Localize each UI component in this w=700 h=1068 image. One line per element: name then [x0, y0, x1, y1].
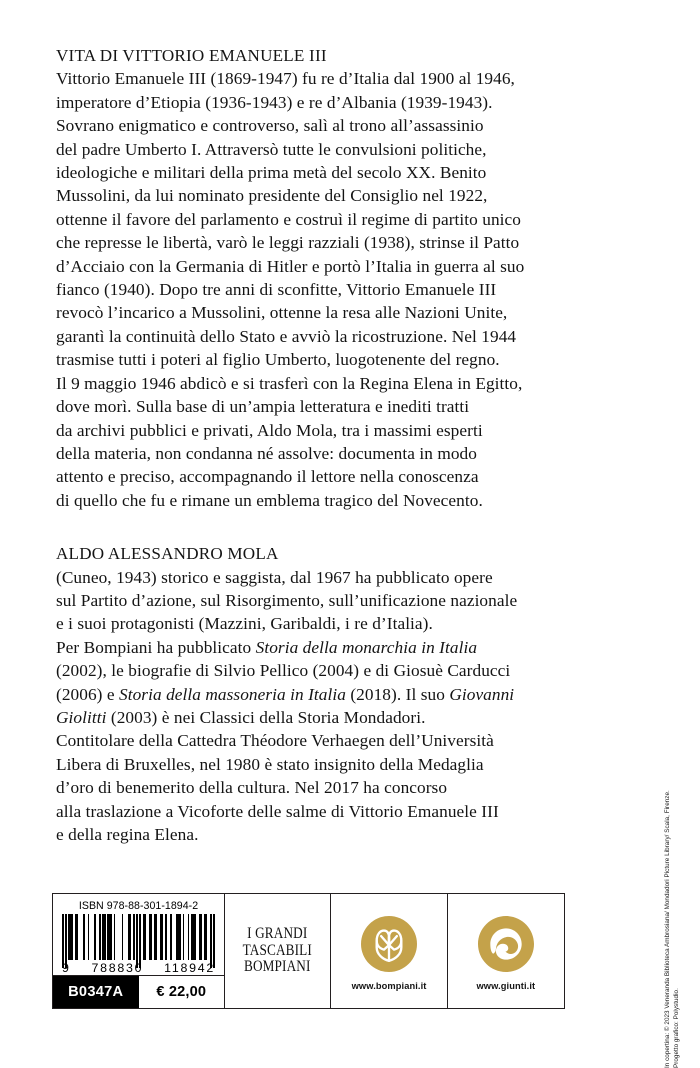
barcode-digit-left: 9 — [62, 961, 71, 975]
imprint-name — [243, 926, 312, 976]
price-label: € 22,00 — [156, 984, 207, 1000]
code-price-row — [53, 975, 224, 1008]
credit-line-2: Progetto grafico: Polystudio. — [672, 988, 680, 1068]
author-bio-paragraph: (Cuneo, 1943) storico e saggista, dal 1967 ha pubblicato opere sul Partito d’azione, sul Risorgimento, sull’unificazione nazionale e i suoi protagonisti (Mazzini, Garibaldi, i re d’Italia). Per Bompiani ha pubblicato Storia della monarchia in Italia (2002), le biografie di Silvio Pellico (2004) e di Giosuè Carducci (2006) e Storia della massoneria in Italia (2018). Il suo Giovanni Giolitti (2003) è nei Classici della Storia Mondadori. Contitolare della Cattedra Théodore Verhaegen dell’Università Libera di Bruxelles, nel 1980 è stato insignito della Medaglia d’oro di benemerito della cultura. Nel 2017 ha concorso alla traslazione a Vicoforte delle salme di Vittorio Emanuele III e della regina Elena. — [56, 567, 518, 844]
barcode-digits — [62, 960, 215, 975]
blurb-paragraph: Vittorio Emanuele III (1869-1947) fu re d’Italia dal 1900 al 1946, imperatore d’Etiopia (1936-1943) e re d’Albania (1939-1943). Sovrano enigmatico e controverso, salì al trono all’assassinio del padre Umberto I. Attraversò tutte le convulsioni politiche, ideologiche e militari della prima metà del secolo XX. Benito Mussolini, da lui nominato presidente del Consiglio nel 1922, ottenne il favore del parlamento e costruì il regime di partito unico che represse le libertà, varò le leggi razziali (1938), strinse il Patto d’Acciaio con la Germania di Hitler e portò l’Italia in guerra al suo fianco (1940). Dopo tre anni di sconfitte, Vittorio Emanuele III revocò l’incarico a Mussolini, ottenne la resa alle Nazioni Unite, garantì la continuità dello Stato e avviò la ricostruzione. Nel 1944 trasmise tutti i poteri al figlio Umberto, luogotenente del regno. Il 9 maggio 1946 abdicò e si trasferì con la Regina Elena in Egitto, dove morì. Sulla base di un’ampia letteratura e inediti tratti da archivi pubblici e privati, Aldo Mola, tra i massimi esperti della materia, non condanna né assolve: documenta in modo attento e preciso, accompagnando il lettore nella conoscenza di quello che fu e rimane un emblema tragico del Novecento. — [56, 69, 525, 510]
giunti-logo-cell[interactable] — [448, 894, 564, 1008]
product-code: B0347A — [53, 976, 139, 1008]
author-bio-heading: ALDO ALESSANDRO MOLA — [56, 544, 279, 564]
bompiani-website-link[interactable]: www.bompiani.it — [351, 980, 427, 991]
imprint-line-3: BOMPIANI — [244, 958, 311, 976]
barcode — [53, 914, 224, 975]
barcode-digit-group-1: 788830 — [91, 961, 144, 975]
isbn-label: ISBN 978-88-301-1894-2 — [78, 900, 199, 912]
barcode-bars — [62, 914, 215, 960]
bompiani-logo-cell[interactable] — [331, 894, 447, 1008]
barcode-cell — [53, 894, 225, 1008]
imprint-line-1: I GRANDI — [247, 925, 308, 943]
cover-credit — [664, 790, 681, 1068]
cover-text-block — [56, 44, 596, 846]
barcode-digit-group-2: 118942 — [164, 961, 215, 975]
giunti-website-link[interactable]: www.giunti.it — [476, 980, 536, 991]
credit-line-1: In copertina: © 2023 Veneranda Biblioteca Ambrosiana/ Mondadori Picture Library/ Scala, Firenze. — [664, 790, 671, 1068]
blurb-heading: VITA DI VITTORIO EMANUELE III — [56, 46, 327, 65]
imprint-cell — [225, 894, 331, 1008]
giunti-logo-icon — [478, 916, 534, 972]
paragraph-spacer — [56, 512, 596, 542]
bottom-bar — [52, 893, 565, 1009]
bompiani-logo-icon — [361, 916, 417, 972]
imprint-line-2: TASCABILI — [243, 941, 313, 959]
